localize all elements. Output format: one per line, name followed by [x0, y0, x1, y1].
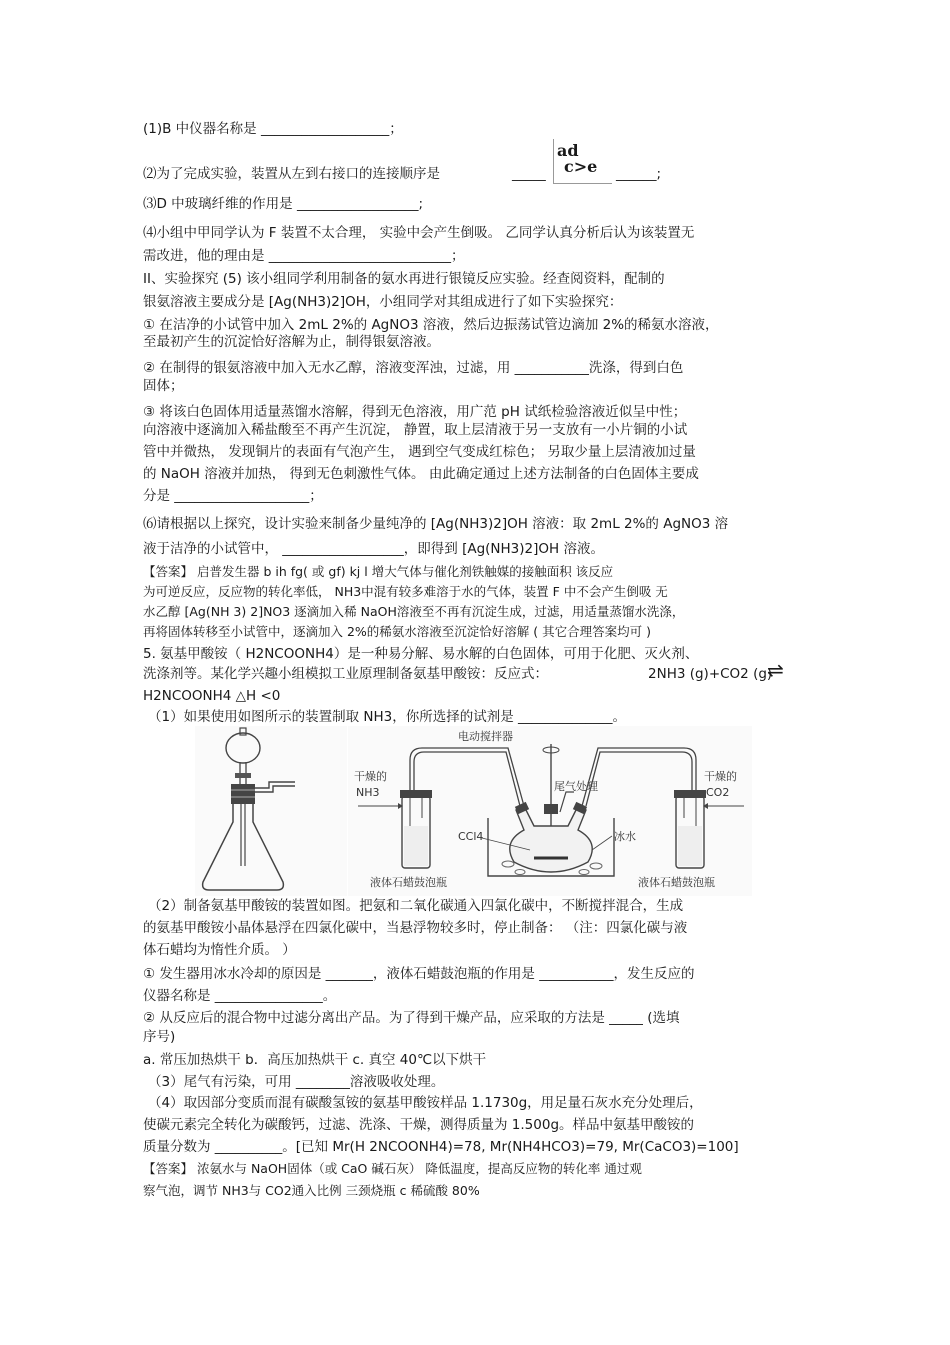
p5-question-2a-line-1: ① 发生器用冰水冷却的原因是 _______，液体石蜡鼓泡瓶的作用是 ___________，发生反应的	[143, 966, 695, 982]
answer-1-line-4: 再将固体转移至小试管中，逐滴加入 2%的稀氨水溶液至沉淀恰好溶解 ( 其它合理答案均可 )	[143, 624, 651, 639]
answer-1-line-2: 为可逆反应，反应物的转化率低， NH3中混有较多难溶于水的气体，装置 F 中不会产生倒吸 无	[143, 584, 668, 599]
step-1-line-2: 至最初产生的沉淀恰好溶解为止，制得银氨溶液。	[143, 334, 440, 350]
step-3-line-5: 分是 ____________________；	[143, 488, 323, 504]
p5-question-2b-line-1: ② 从反应后的混合物中过滤分离出产品。为了得到干燥产品，应采取的方法是 _____ (选填	[143, 1010, 680, 1026]
p5-question-2-line-3: 体石蜡均为惰性介质。 ）	[143, 942, 296, 958]
p5-question-2b-line-2: 序号)	[143, 1029, 176, 1045]
step-3-line-2: 向溶液中逐滴加入稀盐酸至不再产生沉淀， 静置，取上层清液于另一支放有一小片铜的小试	[143, 422, 688, 438]
section-ii-line-2: 银氨溶液主要成分是 [Ag(NH3)2]OH，小组同学对其组成进行了如下实验探究：	[143, 294, 623, 310]
question-6-line-2: 液于洁净的小试管中， __________________，即得到 [Ag(NH3)2]OH 溶液。	[143, 541, 604, 557]
answer-5-line-2: 察气泡，调节 NH3与 CO2通入比例 三颈烧瓶 c 稀硫酸 80%	[143, 1183, 480, 1198]
question-4-line-2: 需改进，他的理由是 ___________________________；	[143, 248, 465, 264]
answer-1-line-3: 水乙醇 [Ag(NH 3) 2]NO3 逐滴加入稀 NaOH溶液至不再有沉淀生成，过滤，用适量蒸馏水洗涤，	[143, 604, 685, 619]
p5-question-2b-options: a. 常压加热烘干 b．高压加热烘干 c. 真空 40℃以下烘干	[143, 1052, 487, 1068]
equilibrium-arrow-icon: ⇌	[767, 658, 784, 682]
question-2-blank-1: _____	[512, 166, 546, 182]
step-1-line-1: ① 在洁净的小试管中加入 2mL 2%的 AgNO3 溶液，然后边振荡试管边滴加 2%的稀氨水溶液，	[143, 317, 719, 333]
answer-1-line-1: 【答案】 启普发生器 b ih fg( 或 gf) kj l 增大气体与催化剂铁触媒的接触面积 该反应	[143, 564, 614, 579]
connection-order-top: ad	[557, 141, 579, 160]
step-2-line-2: 固体；	[143, 378, 184, 394]
answer-5-line-1: 【答案】 浓氨水与 NaOH固体（或 CaO 碱石灰） 降低温度，提高反应物的转化率 通过观	[143, 1161, 642, 1176]
label-ccl4: CCl4	[458, 830, 484, 843]
generator-flask-figure	[195, 726, 347, 896]
p5-question-4-line-3: 质量分数为 __________。[已知 Mr(H 2NCOONH4)=78, Mr(NH4HCO3)=79, Mr(CaCO3)=100]	[143, 1139, 739, 1155]
question-2-text: ⑵为了完成实验，装置从左到右接口的连接顺序是	[143, 166, 440, 182]
p5-question-4-line-1: （4）取因部分变质而混有碳酸氢铵的氨基甲酸铵样品 1.1730g，用足量石灰水充分处理后，	[148, 1095, 703, 1111]
connection-order-inset	[553, 139, 612, 184]
label-dry-nh3-2: NH3	[356, 786, 380, 799]
label-stirrer: 电动搅拌器	[458, 730, 513, 743]
question-1-line: (1)B 中仪器名称是 ___________________；	[143, 121, 403, 137]
step-3-line-4: 的 NaOH 溶液并加热， 得到无色刺激性气体。 由此确定通过上述方法制备的白色固体主要成	[143, 466, 699, 482]
section-ii-line-1: II、实验探究 (5) 该小组同学利用制备的氨水再进行银镜反应实验。经查阅资料，配制的	[143, 271, 665, 287]
carbamate-apparatus-figure	[348, 726, 752, 896]
label-dry-co2-1: 干燥的	[704, 770, 737, 783]
label-dry-nh3-1: 干燥的	[354, 770, 387, 783]
label-dry-co2-2: CO2	[706, 786, 730, 799]
problem-5-equation: 2NH3 (g)+CO2 (g)	[648, 666, 773, 682]
problem-5-line-2: 洗涤剂等。某化学兴趣小组模拟工业原理制备氨基甲酸铵：反应式：	[143, 666, 548, 682]
p5-question-2a-line-2: 仪器名称是 ________________。	[143, 988, 337, 1004]
label-bottle-left: 液体石蜡鼓泡瓶	[370, 876, 447, 889]
step-2-line-1: ② 在制得的银氨溶液中加入无水乙醇，溶液变浑浊，过滤，用 ___________洗涤，得到白色	[143, 360, 684, 376]
question-6-line-1: ⑹请根据以上探究，设计实验来制备少量纯净的 [Ag(NH3)2]OH 溶液：取 2mL 2%的 AgNO3 溶	[143, 516, 729, 532]
p5-question-2-line-2: 的氨基甲酸铵小晶体悬浮在四氯化碳中，当悬浮物较多时，停止制备： （注：四氯化碳与液	[143, 920, 688, 936]
p5-question-2-line-1: （2）制备氨基甲酸铵的装置如图。把氨和二氧化碳通入四氯化碳中，不断搅拌混合，生成	[148, 898, 684, 914]
label-ice-water: 冰水	[614, 830, 636, 843]
p5-question-3: （3）尾气有污染，可用 ________溶液吸收处理。	[148, 1074, 445, 1090]
connection-order-mid: c>e	[564, 157, 598, 176]
label-bottle-right: 液体石蜡鼓泡瓶	[638, 876, 715, 889]
problem-5-line-3: H2NCOONH4 △H <0	[143, 688, 281, 704]
step-3-line-1: ③ 将该白色固体用适量蒸馏水溶解，得到无色溶液，用广范 pH 试纸检验溶液近似呈中性；	[143, 404, 687, 420]
problem-5-line-1: 5. 氨基甲酸铵（ H2NCOONH4）是一种易分解、易水解的白色固体，可用于化肥、灭火剂、	[143, 646, 699, 662]
p5-question-1: （1）如果使用如图所示的装置制取 NH3，你所选择的试剂是 ______________。	[148, 709, 627, 725]
question-4-line-1: ⑷小组中甲同学认为 F 装置不太合理， 实验中会产生倒吸。 乙同学认真分析后认为该装置无	[143, 225, 695, 241]
question-3-line: ⑶D 中玻璃纤维的作用是 __________________;	[143, 196, 424, 212]
label-tail-gas: 尾气处理	[554, 780, 598, 793]
p5-question-4-line-2: 使碳元素完全转化为碳酸钙，过滤、洗涤、干燥，测得质量为 1.500g。样品中氨基甲酸铵的	[143, 1117, 695, 1133]
step-3-line-3: 管中并微热， 发现铜片的表面有气泡产生， 遇到空气变成红棕色； 另取少量上层清液加过量	[143, 444, 696, 460]
question-2-blank-2: ______;	[616, 166, 662, 182]
